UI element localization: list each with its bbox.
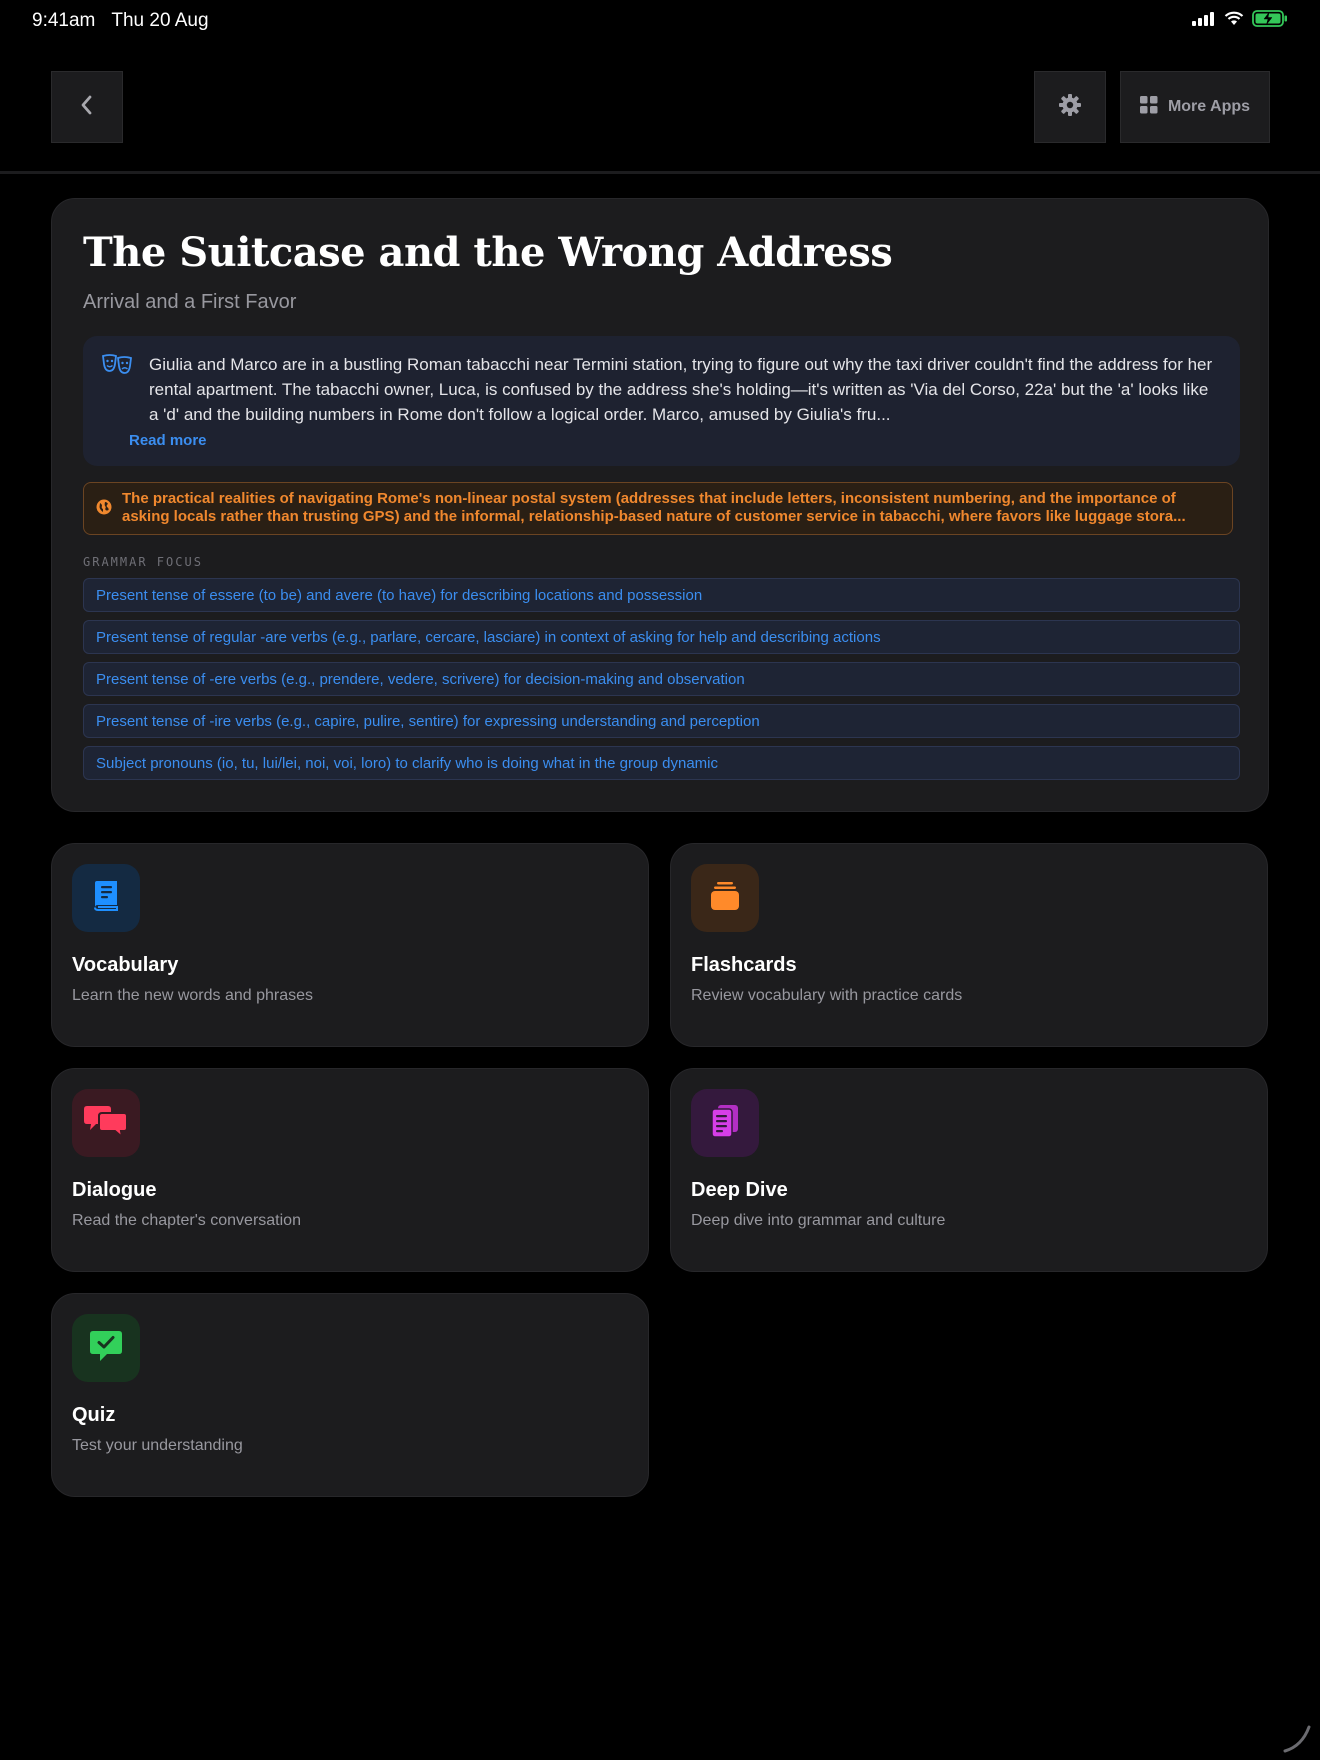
vocabulary-card[interactable] [51, 843, 649, 1047]
activity-title: Vocabulary [72, 954, 179, 976]
activity-description: Deep dive into grammar and culture [691, 1212, 946, 1229]
activity-title: Flashcards [691, 954, 797, 976]
signal-icon [1192, 12, 1216, 31]
grammar-focus-label: GRAMMAR FOCUS [83, 555, 203, 569]
quiz-card[interactable] [51, 1293, 649, 1497]
grammar-item: Present tense of -ire verbs (e.g., capire, pulire, sentire) for expressing understanding and perception [83, 704, 1240, 738]
dialogue-icon-tile [72, 1089, 140, 1157]
activity-description: Test your understanding [72, 1437, 243, 1454]
vocabulary-icon-tile [72, 864, 140, 932]
synopsis-box [83, 336, 1240, 466]
quiz-icon-tile [72, 1314, 140, 1382]
grammar-item: Present tense of essere (to be) and avere (to have) for describing locations and possession [83, 578, 1240, 612]
chevron-left-icon [79, 94, 95, 121]
synopsis-text: Giulia and Marco are in a bustling Roman tabacchi near Termini station, trying to figure out why the taxi driver couldn't find the address for her rental apartment. The tabacchi owner, Luca, is confused by the address she's holding—it's written as 'Via del Corso, 22a' but the 'a' looks like a 'd' and the building numbers in Rome don't follow a logical order. Marco, amused by Giulia's fru... [149, 355, 1213, 424]
settings-button[interactable] [1034, 71, 1106, 143]
top-navigation [0, 42, 1320, 174]
book-icon [92, 880, 120, 917]
grammar-item: Present tense of regular -are verbs (e.g., parlare, cercare, lasciare) in context of asking for help and describing actions [83, 620, 1240, 654]
culture-note [83, 482, 1233, 535]
deep-dive-icon-tile [691, 1089, 759, 1157]
flashcards-card[interactable] [670, 843, 1268, 1047]
grammar-focus-list [83, 578, 1237, 780]
back-button[interactable] [51, 71, 123, 143]
status-date: Thu 20 Aug [111, 10, 209, 31]
flashcards-icon-tile [691, 864, 759, 932]
dialogue-card[interactable] [51, 1068, 649, 1272]
speech-bubbles-icon [84, 1104, 128, 1143]
chapter-title: The Suitcase and the Wrong Address [83, 229, 893, 276]
gear-icon [1058, 93, 1082, 122]
chapter-overview-card [51, 198, 1269, 812]
more-apps-label: More Apps [1167, 98, 1251, 115]
activity-description: Read the chapter's conversation [72, 1212, 301, 1229]
document-icon [710, 1104, 740, 1143]
theater-masks-icon [101, 354, 133, 427]
more-apps-button[interactable] [1120, 71, 1270, 143]
read-more-link[interactable]: Read more [129, 432, 207, 449]
battery-charging-icon [1252, 10, 1288, 32]
deep-dive-card[interactable] [670, 1068, 1268, 1272]
activity-title: Dialogue [72, 1179, 157, 1201]
activity-title: Quiz [72, 1404, 116, 1426]
globe-icon [96, 499, 112, 534]
status-time: 9:41am [32, 10, 96, 31]
grid-icon [1140, 96, 1158, 119]
activity-description: Review vocabulary with practice cards [691, 987, 963, 1004]
activity-description: Learn the new words and phrases [72, 987, 314, 1004]
status-bar [0, 0, 1320, 42]
activity-title: Deep Dive [691, 1179, 788, 1201]
chapter-subtitle: Arrival and a First Favor [83, 291, 297, 313]
check-bubble-icon [89, 1330, 123, 1367]
grammar-item: Subject pronouns (io, tu, lui/lei, noi, voi, loro) to clarify who is doing what in the group dynamic [83, 746, 1240, 780]
grammar-item: Present tense of -ere verbs (e.g., prendere, vedere, scrivere) for decision-making and observation [83, 662, 1240, 696]
card-stack-icon [709, 880, 741, 917]
wifi-icon [1224, 11, 1244, 31]
culture-note-text: The practical realities of navigating Rome's non-linear postal system (addresses that include letters, inconsistent numbering, and the importance of asking locals rather than trusting GPS) and the informal, relationship-based nature of customer service in tabacchi, where favors like luggage stora... [122, 490, 1186, 525]
corner-indicator [1282, 1724, 1312, 1759]
